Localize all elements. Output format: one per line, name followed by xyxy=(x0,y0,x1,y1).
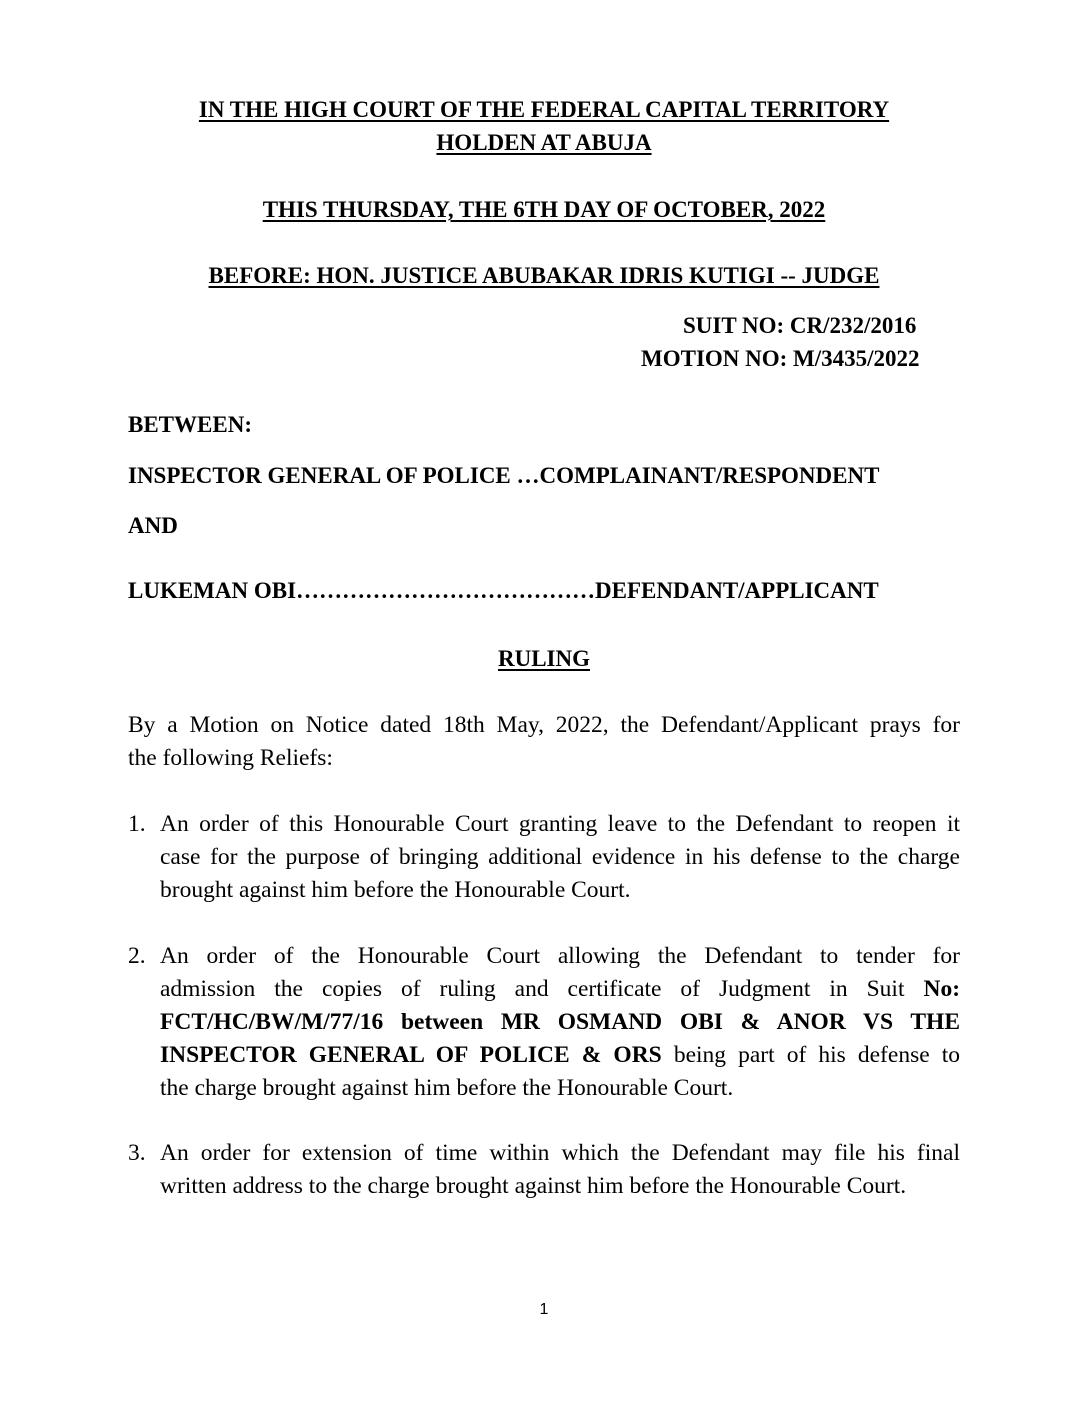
relief-1-line-1: An order of this Honourable Court granting leave to the Defendant to reopen it xyxy=(160,811,960,837)
complainant-party: INSPECTOR GENERAL OF POLICE …COMPLAINANT/RESPONDENT xyxy=(128,463,880,488)
between-label: BETWEEN: xyxy=(128,412,252,437)
defendant-party: LUKEMAN OBI…………………………………DEFENDANT/APPLICANT xyxy=(128,578,879,603)
relief-number: 2. xyxy=(128,943,146,969)
relief-1-line-3: brought against him before the Honourable Court. xyxy=(160,877,631,903)
relief-2-line-1: An order of the Honourable Court allowing the Defendant to tender for xyxy=(160,943,960,969)
suit-number: SUIT NO: CR/232/2016 xyxy=(683,313,917,338)
date-line: THIS THURSDAY, THE 6TH DAY OF OCTOBER, 2022 xyxy=(262,197,826,222)
ruling-title: RULING xyxy=(497,646,590,671)
relief-2-line-2 xyxy=(160,973,960,1006)
court-title-line-1: IN THE HIGH COURT OF THE FEDERAL CAPITAL TERRITORY xyxy=(198,97,890,122)
and-label: AND xyxy=(128,513,178,538)
relief-2-line-4-bold: INSPECTOR GENERAL OF POLICE & ORS xyxy=(160,1042,662,1068)
intro-paragraph xyxy=(128,709,960,775)
relief-2-line-3: FCT/HC/BW/M/77/16 between MR OSMAND OBI & ANOR VS THE xyxy=(160,1009,960,1035)
intro-line-1: By a Motion on Notice dated 18th May, 2022, the Defendant/Applicant prays for xyxy=(128,712,960,738)
relief-2-line-2-plain: admission the copies of ruling and certificate of Judgment in Suit xyxy=(160,976,905,1002)
intro-line-2: the following Reliefs: xyxy=(128,745,333,771)
relief-2-line-4 xyxy=(160,1039,960,1072)
relief-3-line-1: An order for extension of time within which the Defendant may file his final xyxy=(160,1140,960,1166)
relief-number: 3. xyxy=(128,1140,146,1166)
page-number: 1 xyxy=(539,1301,549,1318)
relief-2-line-5: the charge brought against him before the Honourable Court. xyxy=(160,1075,734,1101)
court-title-line-2: HOLDEN AT ABUJA xyxy=(436,130,652,155)
relief-2-line-4-plain: being part of his defense to xyxy=(673,1042,960,1068)
before-judge-line: BEFORE: HON. JUSTICE ABUBAKAR IDRIS KUTIGI -- JUDGE xyxy=(208,263,880,288)
relief-number: 1. xyxy=(128,811,146,837)
relief-3-line-2: written address to the charge brought against him before the Honourable Court. xyxy=(160,1173,907,1199)
motion-number: MOTION NO: M/3435/2022 xyxy=(641,346,920,371)
relief-1-line-2: case for the purpose of bringing additional evidence in his defense to the charge xyxy=(160,844,960,870)
relief-2-line-2-bold: No: xyxy=(923,976,961,1002)
